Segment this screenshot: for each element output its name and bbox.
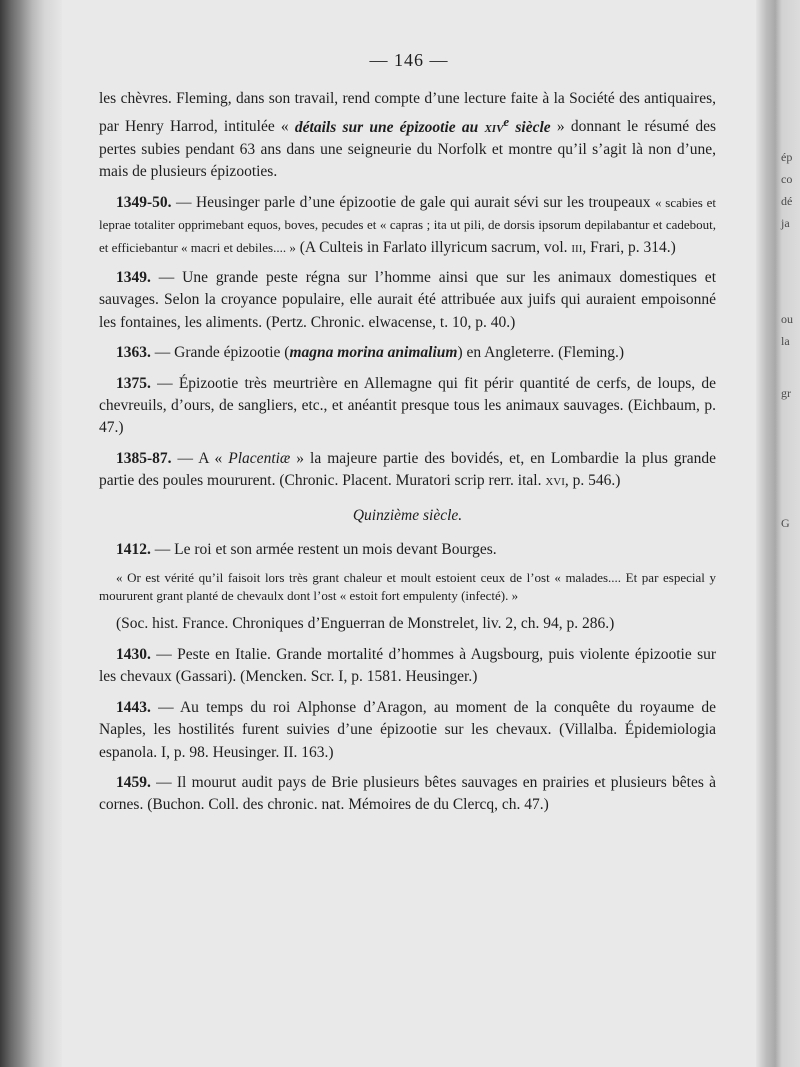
facing-page-fragment: gr [781,386,791,400]
entry-1375: 1375. — Épizootie très meurtrière en Allemagne qui fit périr quantité de cerfs, de loups, de chevreuils, d’ours, de sangliers, etc., et anéantit presque tous les animaux sauvages. (Eichbaum, p. 47.) [99,374,716,437]
entry-date: 1430. [116,645,151,663]
facing-page-fragment: la [781,334,790,348]
entry-date: 1363. [116,344,151,362]
entry-1385-87: 1385-87. — A « Placentiæ » la majeure partie des bovidés, et, en Lombardie la plus grande partie des poules moururent. (Chronic. Placent. Muratori scrip rerr. ital. xvi, p. 546.) [99,449,717,490]
entry-date: 1349. [116,269,151,286]
section-title: Quinzième siècle. [352,506,463,524]
page-body [99,88,716,825]
entry-1349-50: 1349-50. — Heusinger parle d’une épizootie de gale qui aurait sévi sur les troupeaux « scabies et leprae totaliter opprimebant equos, boves, pecudes et « capras ; ita ut pili, de dorsis ipsorum depilabantur et cadebout, et efficiebantur « macri et debiles.... » (A Culteis in Farlato illyricum sacrum, vol. iii, Frari, p. 314.) [99,193,717,256]
old-french-quote: « Or est vérité qu’il faisoit lors très grant chaleur et moult estoient ceux de l’ost « malades.... Et par especial y moururent grant planté de chevaulx dont l’ost « estoit fort empulenty (infecté). » [99,570,716,604]
entry-1412-reference: (Soc. hist. France. Chroniques d’Enguerran de Monstrelet, liv. 2, ch. 94, p. 286.) [116,615,615,633]
facing-page-fragment: G [781,516,790,530]
latin-quote: « scabies et leprae totaliter opprimebant equos, boves, pecudes et « capras ; ita ut pili, de dorsis ipsorum depilabantur et cadebout, et efficiebantur « macri et debiles.... » [99,194,717,255]
paragraph-intro: les chèvres. Fleming, dans son travail, rend compte d’une lecture faite à la Société des antiquaires, par Henry Harrod, intitulée « détails sur une épizootie au xiv$^e$ siècle » donnant le résumé des pertes subies pendant 63 ans dans une seigneurie du Norfolk et montre qu’il s’agit là non d’une, mais de plusieurs épizooties. [99,90,717,181]
entry-date: 1443. [116,698,151,716]
book-gutter [755,0,800,1067]
facing-page-fragment: co [781,172,793,186]
facing-page-fragment: ép [781,150,793,164]
entry-1363: 1363. — Grande épizootie (magna morina animalium) en Angleterre. (Fleming.) [116,344,625,362]
entry-1430: 1430. — Peste en Italie. Grande mortalité d’hommes à Augsbourg, puis violente épizootie sur les chevaux (Gassari). (Mencken. Scr. I, p. 1581. Heusinger.) [99,645,717,686]
facing-page-fragment: ja [781,216,790,230]
entry-1349: 1349. — Une grande peste régna sur l’homme ainsi que sur les animaux domestiques et sauvages. Selon la croyance populaire, elle aurait été attribuée aux juifs qui auraient empoisonné les fontaines, les aliments. (Pertz. Chronic. elwacense, t. 10, p. 40.) [99,269,716,331]
entry-date: 1412. [116,541,151,559]
facing-page-fragment: ou [781,312,793,326]
entry-date: 1385-87. [116,449,172,467]
book-binding-edge [0,0,62,1067]
page-number: — 146 — [369,50,449,70]
entry-1459: 1459. — Il mourut audit pays de Brie plusieurs bêtes sauvages en prairies et plusieurs bêtes à cornes. (Buchon. Coll. des chronic. nat. Mémoires de du Clercq, ch. 47.) [99,773,716,814]
entry-date: 1375. [116,374,151,392]
entry-date: 1349-50. [116,193,172,211]
article-title: détails sur une épizootie au xiv$^e$ siècle [294,113,551,136]
facing-page-fragment: dé [781,194,793,208]
entry-date: 1459. [116,773,151,791]
entry-1443: 1443. — Au temps du roi Alphonse d’Aragon, au moment de la conquête du royaume de Naples, les hostilités furent suivies d’une épizootie sur les chevaux. (Villalba. Épidemiologia espanola. I, p. 98. Heusinger. II. 163.) [99,698,716,761]
entry-1412: 1412. — Le roi et son armée restent un mois devant Bourges. [116,541,497,559]
